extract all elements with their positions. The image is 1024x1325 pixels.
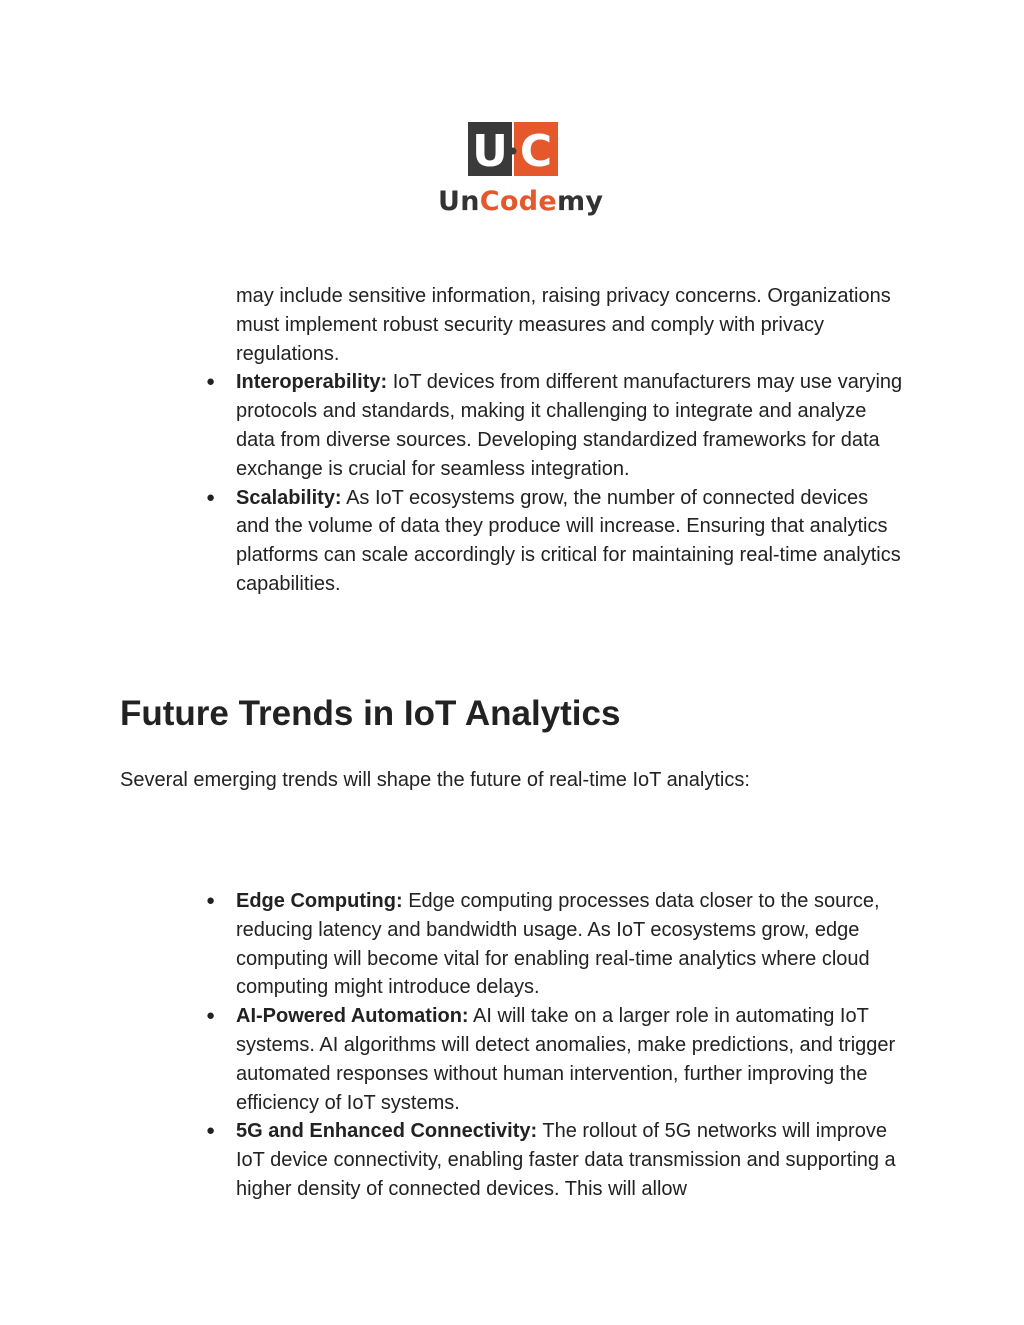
logo-letter-u: U	[472, 126, 508, 176]
logo-word-my: my	[556, 186, 604, 217]
trends-list	[0, 887, 1024, 1204]
challenges-list	[0, 282, 1024, 599]
logo-word-code: Code	[479, 186, 557, 217]
list-item-ai-automation	[0, 1002, 1024, 1117]
section-heading: Future Trends in IoT Analytics	[120, 694, 621, 733]
logo-mark	[468, 122, 558, 176]
text-scalability: As IoT ecosystems grow, the number of connected devices and the volume of data they produce will increase. Ensuring that analytics platforms can scale accordingly is critical for maintaining real-time analytics capabilities.	[236, 486, 901, 595]
list-item-interoperability	[0, 368, 1024, 483]
uncodemy-logo	[438, 120, 604, 220]
continuation-text: may include sensitive information, raising privacy concerns. Organizations must implement robust security measures and comply with privacy regulations.	[236, 285, 891, 365]
list-item-5g	[0, 1117, 1024, 1203]
text-ai-automation: AI will take on a larger role in automating IoT systems. AI algorithms will detect anomalies, make predictions, and trigger automated responses without human intervention, further improving the efficiency of IoT systems.	[236, 1005, 896, 1114]
term-ai-automation: AI-Powered Automation:	[236, 1005, 469, 1028]
section-intro: Several emerging trends will shape the future of real-time IoT analytics:	[120, 769, 750, 791]
text-5g: The rollout of 5G networks will improve IoT device connectivity, enabling faster data transmission and supporting a higher density of connected devices. This will allow	[236, 1120, 896, 1200]
term-interoperability: Interoperability:	[236, 371, 388, 394]
term-scalability: Scalability:	[236, 486, 342, 509]
text-edge-computing: Edge computing processes data closer to the source, reducing latency and bandwidth usage. As IoT ecosystems grow, edge computing will become vital for enabling real-time analytics where cloud computing might introduce delays.	[236, 890, 880, 999]
term-edge-computing: Edge Computing:	[236, 890, 403, 912]
logo-letter-c: C	[519, 126, 553, 176]
text-interoperability: IoT devices from different manufacturers may use varying protocols and standards, making it challenging to integrate and analyze data from diverse sources. Developing standardized frameworks for data exchange is crucial for seamless integration.	[236, 371, 903, 480]
logo-word-un: Un	[438, 186, 480, 217]
logo-dot	[510, 148, 517, 155]
logo-wordmark	[438, 186, 604, 218]
term-5g: 5G and Enhanced Connectivity:	[236, 1120, 538, 1143]
list-item-scalability	[0, 484, 1024, 599]
list-item-continuation	[0, 282, 1024, 368]
list-item-edge-computing	[0, 887, 1024, 1002]
